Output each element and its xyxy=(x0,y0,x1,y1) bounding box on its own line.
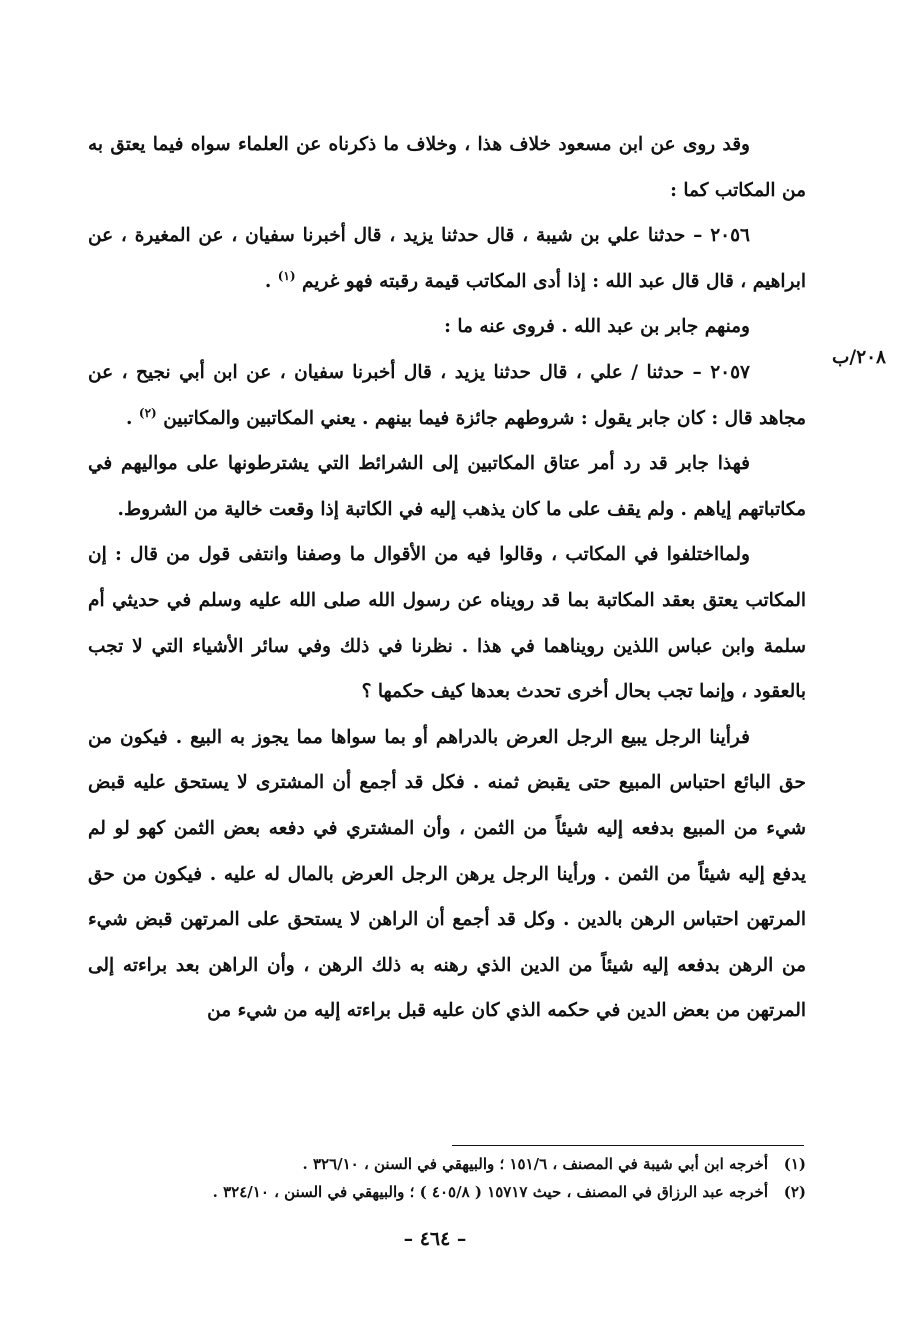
footnotes xyxy=(88,1150,806,1206)
paragraph-7: فرأينا الرجل يبيع الرجل العرض بالدراهم أو بما سواها مما يجوز به البيع . فيكون من حق البائع احتباس المبيع حتى يقبض ثمنه . فكل قد أجمع أن المشترى لا يستحق عليه قبض شيء من المبيع بدفعه إليه شيئاً من الثمن ، وأن المشتري في دفعه بعض الثمن كهو لو لم يدفع إليه شيئاً من الثمن . ورأينا الرجل يرهن الرجل العرض بالمال له عليه . فيكون من حق المرتهن احتباس الرهن بالدين . وكل قد أجمع أن الراهن لا يستحق على المرتهن قبض شيء من الرهن بدفعه إليه شيئاً من الدين الذي رهنه به ذلك الرهن ، وأن الراهن بعد براءته إلى المرتهن من بعض الدين في حكمه الذي كان عليه قبل براءته إليه من شيء من xyxy=(88,726,806,1022)
main-text xyxy=(88,122,806,1034)
footnote-1 xyxy=(88,1150,806,1178)
hadith-2057-end: . xyxy=(126,407,139,429)
paragraph-1: وقد روى عن ابن مسعود خلاف هذا ، وخلاف ما ذكرناه عن العلماء سواه فيما يعتق به من المكاتب كما : xyxy=(88,134,806,201)
margin-folio-note: ٢٠٨/ب xyxy=(832,347,886,368)
footnote-divider xyxy=(452,1145,804,1146)
paragraph-3: ومنهم جابر بن عبد الله . فروى عنه ما : xyxy=(444,316,750,338)
footnote-2 xyxy=(88,1178,806,1206)
page-number: – ٤٦٤ – xyxy=(403,1228,467,1250)
footnote-text: أخرجه عبد الرزاق في المصنف ، حيث ١٥٧١٧ ( ٤٠٥/٨ ) ؛ والبيهقي في السنن ، ٣٢٤/١٠ . xyxy=(212,1183,768,1201)
paragraph-6: ولمااختلفوا في المكاتب ، وقالوا فيه من الأقوال ما وصفنا وانتفى قول من قال : إن المكاتب يعتق بعقد المكاتبة بما قد رويناه عن رسول الله صلى الله عليه وسلم في حديثي أم سلمة وابن عباس اللذين رويناهما في هذا . نظرنا في ذلك وفي سائر الأشياء التي لا تجب بالعقود ، وإنما تجب بحال أخرى تحدث بعدها كيف حكمها ؟ xyxy=(88,544,806,703)
footnote-number: (٢) xyxy=(783,1183,806,1201)
hadith-2056-text: ٢٠٥٦ – حدثنا علي بن شيبة ، قال حدثنا يزيد ، قال أخبرنا سفيان ، عن المغيرة ، عن ابراهيم ، قال قال عبد الله : إذا أدى المكاتب قيمة رقبته فهو غريم xyxy=(88,225,806,292)
paragraph-5: فهذا جابر قد رد أمر عتاق المكاتبين إلى الشرائط التي يشترطونها على مواليهم في مكاتباتهم إياهم . ولم يقف على ما كان يذهب إليه في الكاتبة إذا وقعت خالية من الشروط. xyxy=(88,453,806,520)
footnote-ref-2[interactable]: (٢) xyxy=(138,405,157,420)
hadith-2057-text: ٢٠٥٧ – حدثنا / علي ، قال حدثنا يزيد ، قال أخبرنا سفيان ، عن ابن أبي نجيح ، عن مجاهد قال : كان جابر يقول : شروطهم جائزة فيما بينهم . يعني المكاتبين والمكاتبين xyxy=(88,361,806,429)
footnote-text: أخرجه ابن أبي شيبة في المصنف ، ١٥١/٦ ؛ والبيهقي في السنن ، ٣٢٦/١٠ . xyxy=(302,1155,768,1173)
hadith-2056-end: . xyxy=(264,270,278,292)
hadith-2057 xyxy=(88,350,806,441)
footnote-number: (١) xyxy=(783,1155,806,1173)
footnote-ref-1[interactable]: (١) xyxy=(277,268,296,283)
hadith-2056 xyxy=(88,213,806,304)
